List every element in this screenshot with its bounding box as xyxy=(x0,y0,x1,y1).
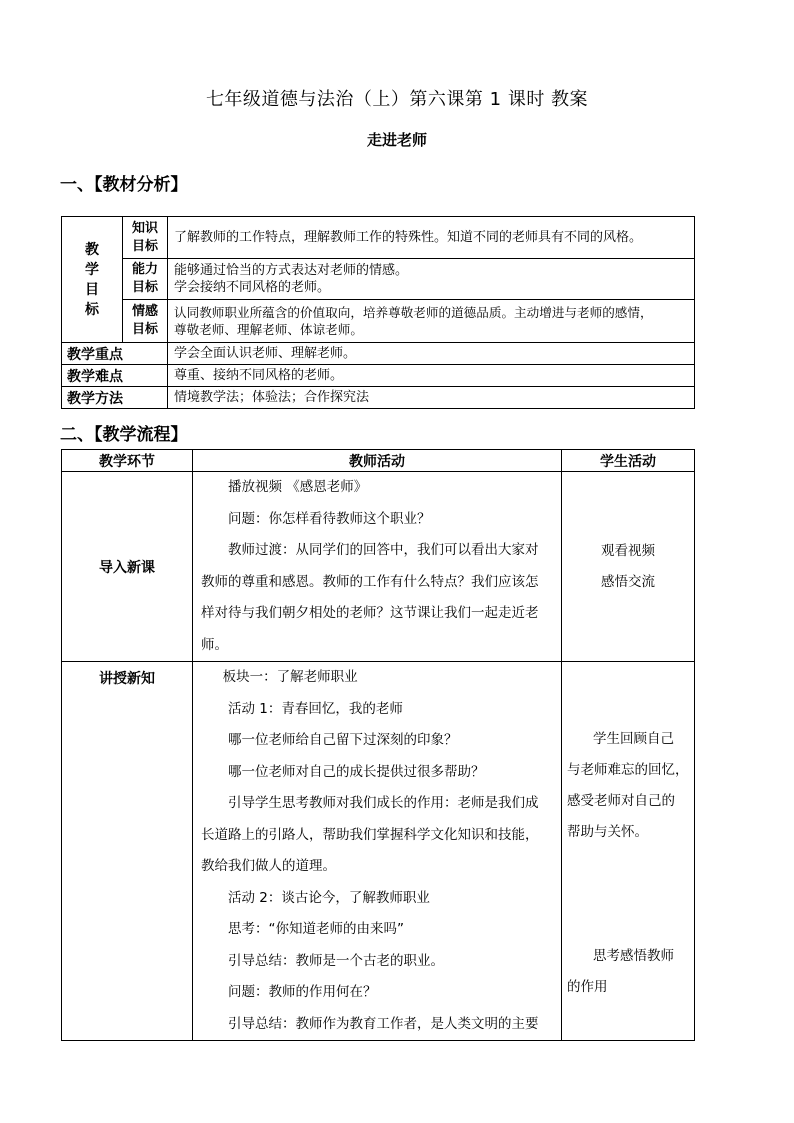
stage-new-knowledge: 讲授新知 xyxy=(62,662,193,1041)
analysis-table xyxy=(61,216,695,409)
emotion-goal-label: 情感 目标 xyxy=(123,300,168,343)
key-point-content: 学会全面认识老师、理解老师。 xyxy=(168,343,695,365)
header-teacher-activity: 教师活动 xyxy=(193,450,562,472)
stage-intro: 导入新课 xyxy=(62,472,193,662)
lesson-subtitle: 走进老师 xyxy=(366,131,427,149)
section-heading-analysis: 一、【教材分析】 xyxy=(60,175,188,195)
header-stage: 教学环节 xyxy=(62,450,193,472)
emotion-goal-content: 认同教师职业所蕴含的价值取向，培养尊敬老师的道德品质。主动增进与老师的感情， 尊敬老师、理解老师、体谅老师。 xyxy=(168,300,695,343)
teaching-goals-label: 教 学 目 标 xyxy=(62,217,123,343)
section-heading-flow: 二、【教学流程】 xyxy=(60,425,188,445)
newknow-teacher-activity: 板块一：了解老师职业 活动 1：青春回忆，我的老师 哪一位老师给自己留下过深刻的印象？ 哪一位老师对自己的成长提供过很多帮助？ 引导学生思考教师对我们成长的作用：老师是我们成 长道路上的引路人，帮助我们掌握科学文化知识和技能， 教给我们做人的道理。 活动 2：谈古论今，了解教师职业 思考：“你知道老师的由来吗” 引导总结：教师是一个古老的职业。 问题：教师的作用何在？ 引导总结：教师作为教育工作者，是人类文明的主要 xyxy=(193,662,562,1041)
header-student-activity: 学生活动 xyxy=(562,450,695,472)
intro-teacher-activity: 播放视频 《感恩老师》 问题：你怎样看待教师这个职业？ 教师过渡：从同学们的回答中，我们可以看出大家对 教师的尊重和感恩。教师的工作有什么特点？我们应该怎 样对待与我们朝夕相处的老师？这节课让我们一起走近老 师。 xyxy=(193,472,562,662)
knowledge-goal-label: 知识 目标 xyxy=(123,217,168,259)
method-content: 情境教学法；体验法；合作探究法 xyxy=(168,387,695,409)
newknow-student-activity: 学生回顾自己 与老师难忘的回忆， 感受老师对自己的 帮助与关怀。 思考感悟教师 的作用 xyxy=(562,662,695,1041)
knowledge-goal-content: 了解教师的工作特点，理解教师工作的特殊性。知道不同的老师具有不同的风格。 xyxy=(168,217,695,259)
intro-student-activity: 观看视频 感悟交流 xyxy=(562,472,695,662)
ability-goal-label: 能力 目标 xyxy=(123,259,168,300)
method-label: 教学方法 xyxy=(62,387,168,409)
difficulty-content: 尊重、接纳不同风格的老师。 xyxy=(168,365,695,387)
difficulty-label: 教学难点 xyxy=(62,365,168,387)
teaching-flow-table xyxy=(61,449,695,1041)
key-point-label: 教学重点 xyxy=(62,343,168,365)
page-title: 七年级道德与法治（上）第六课第 1 课时 教案 xyxy=(205,89,589,110)
ability-goal-content: 能够通过恰当的方式表达对老师的情感。 学会接纳不同风格的老师。 xyxy=(168,259,695,300)
